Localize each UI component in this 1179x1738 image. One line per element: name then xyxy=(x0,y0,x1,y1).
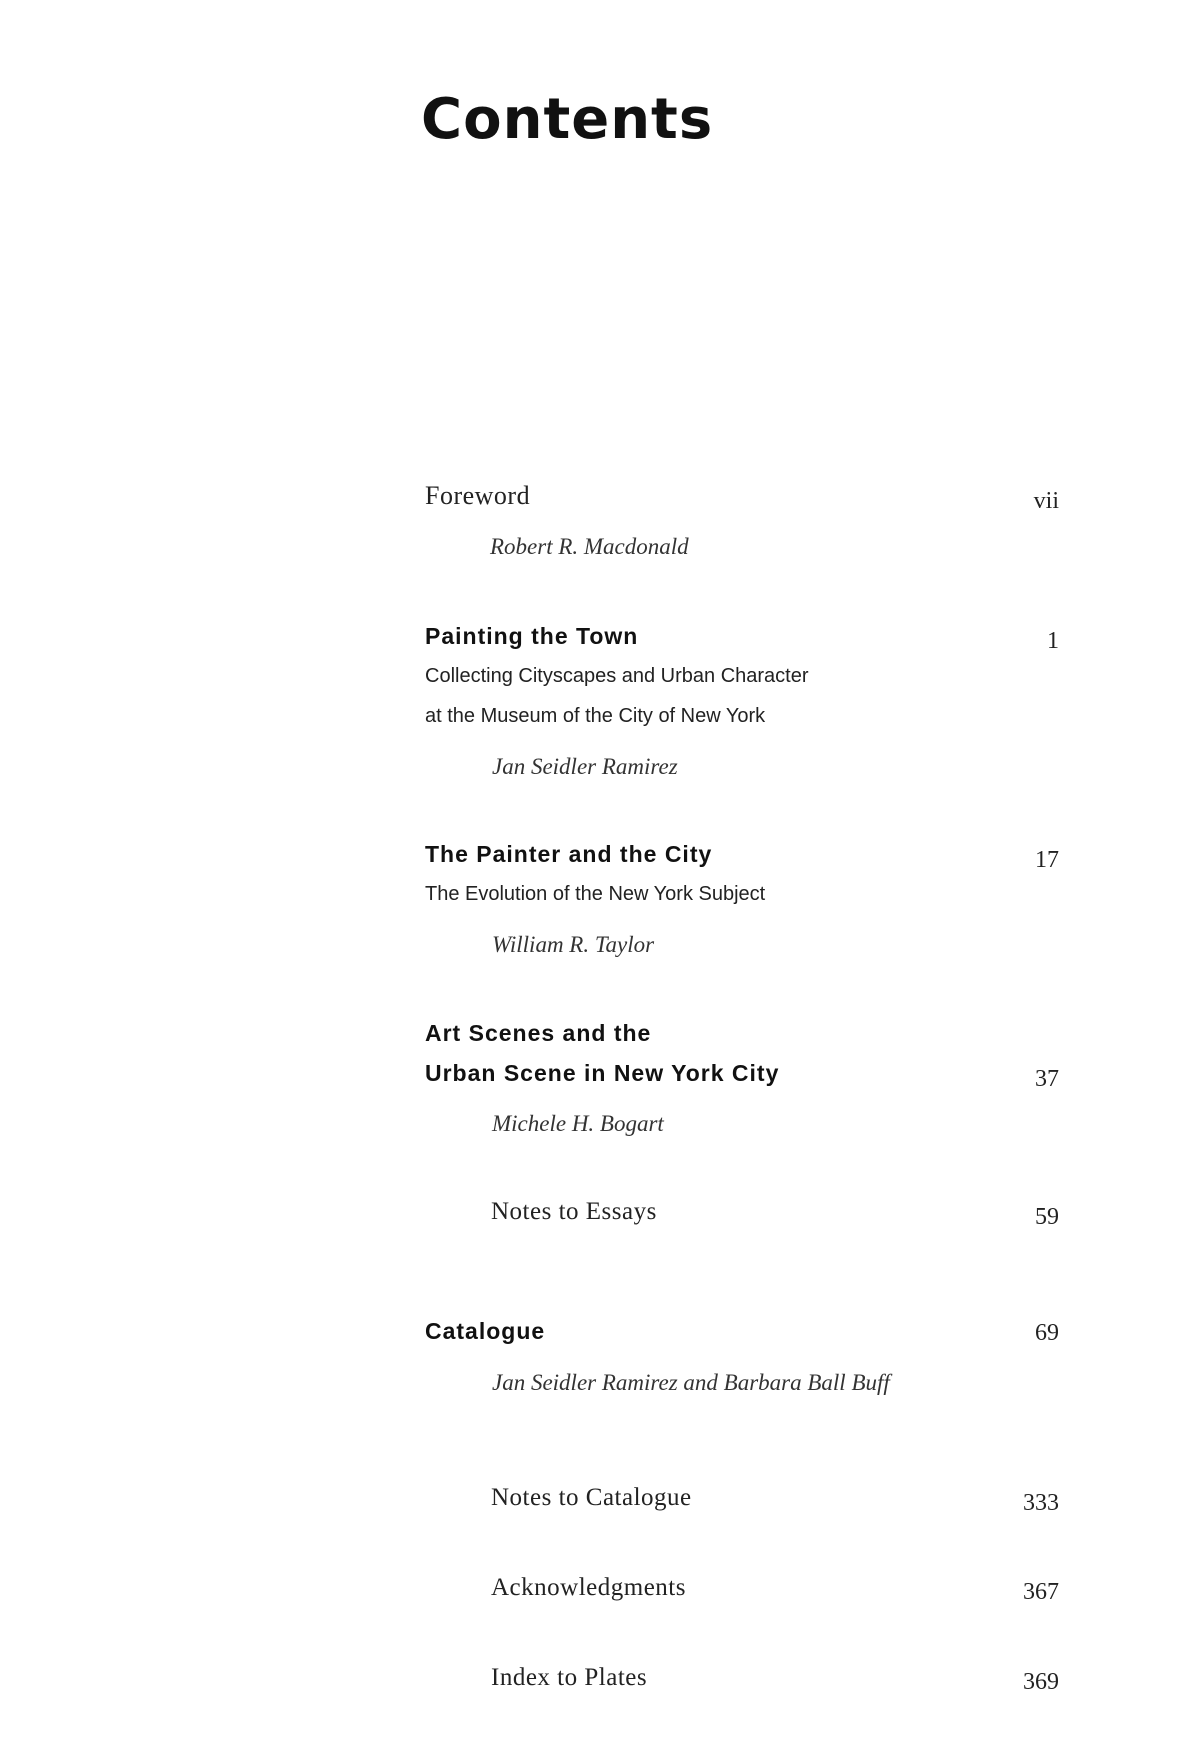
page-number-notes-to-essays: 59 xyxy=(1035,1204,1059,1230)
page-number-painting-the-town: 1 xyxy=(1047,628,1059,654)
page-number-notes-to-catalogue: 333 xyxy=(1023,1490,1059,1516)
author-painter: William R. Taylor xyxy=(492,932,655,957)
page-number-art-scenes: 37 xyxy=(1035,1066,1059,1092)
entry-title-foreword: Foreword xyxy=(425,481,531,510)
page-number-catalogue: 69 xyxy=(1035,1320,1059,1346)
entry-title-art-scenes-line1: Art Scenes and the xyxy=(425,1020,652,1046)
author-foreword: Robert R. Macdonald xyxy=(490,534,689,559)
entry-title-painting-the-town: Painting the Town xyxy=(425,623,639,649)
entry-title-catalogue: Catalogue xyxy=(425,1318,546,1344)
entry-title-notes-to-catalogue: Notes to Catalogue xyxy=(491,1484,692,1511)
subtitle-painting-line1: Collecting Cityscapes and Urban Character xyxy=(425,665,809,687)
page-number-acknowledgments: 367 xyxy=(1023,1579,1059,1605)
page-title: Contents xyxy=(421,87,714,152)
author-art-scenes: Michele H. Bogart xyxy=(492,1111,664,1136)
author-catalogue: Jan Seidler Ramirez and Barbara Ball Buff xyxy=(492,1370,890,1395)
entry-title-index-to-plates: Index to Plates xyxy=(491,1664,648,1691)
author-painting: Jan Seidler Ramirez xyxy=(492,754,678,779)
entry-title-painter-and-city: The Painter and the City xyxy=(425,841,713,867)
subtitle-painting-line2: at the Museum of the City of New York xyxy=(425,705,766,727)
entry-title-acknowledgments: Acknowledgments xyxy=(491,1574,686,1601)
subtitle-painter: The Evolution of the New York Subject xyxy=(425,883,766,905)
entry-title-notes-to-essays: Notes to Essays xyxy=(491,1198,657,1225)
page-number-painter-and-city: 17 xyxy=(1035,847,1059,873)
page-number-foreword: vii xyxy=(1033,488,1059,514)
entry-title-art-scenes-line2: Urban Scene in New York City xyxy=(425,1060,780,1086)
page-number-index-to-plates: 369 xyxy=(1023,1669,1059,1695)
